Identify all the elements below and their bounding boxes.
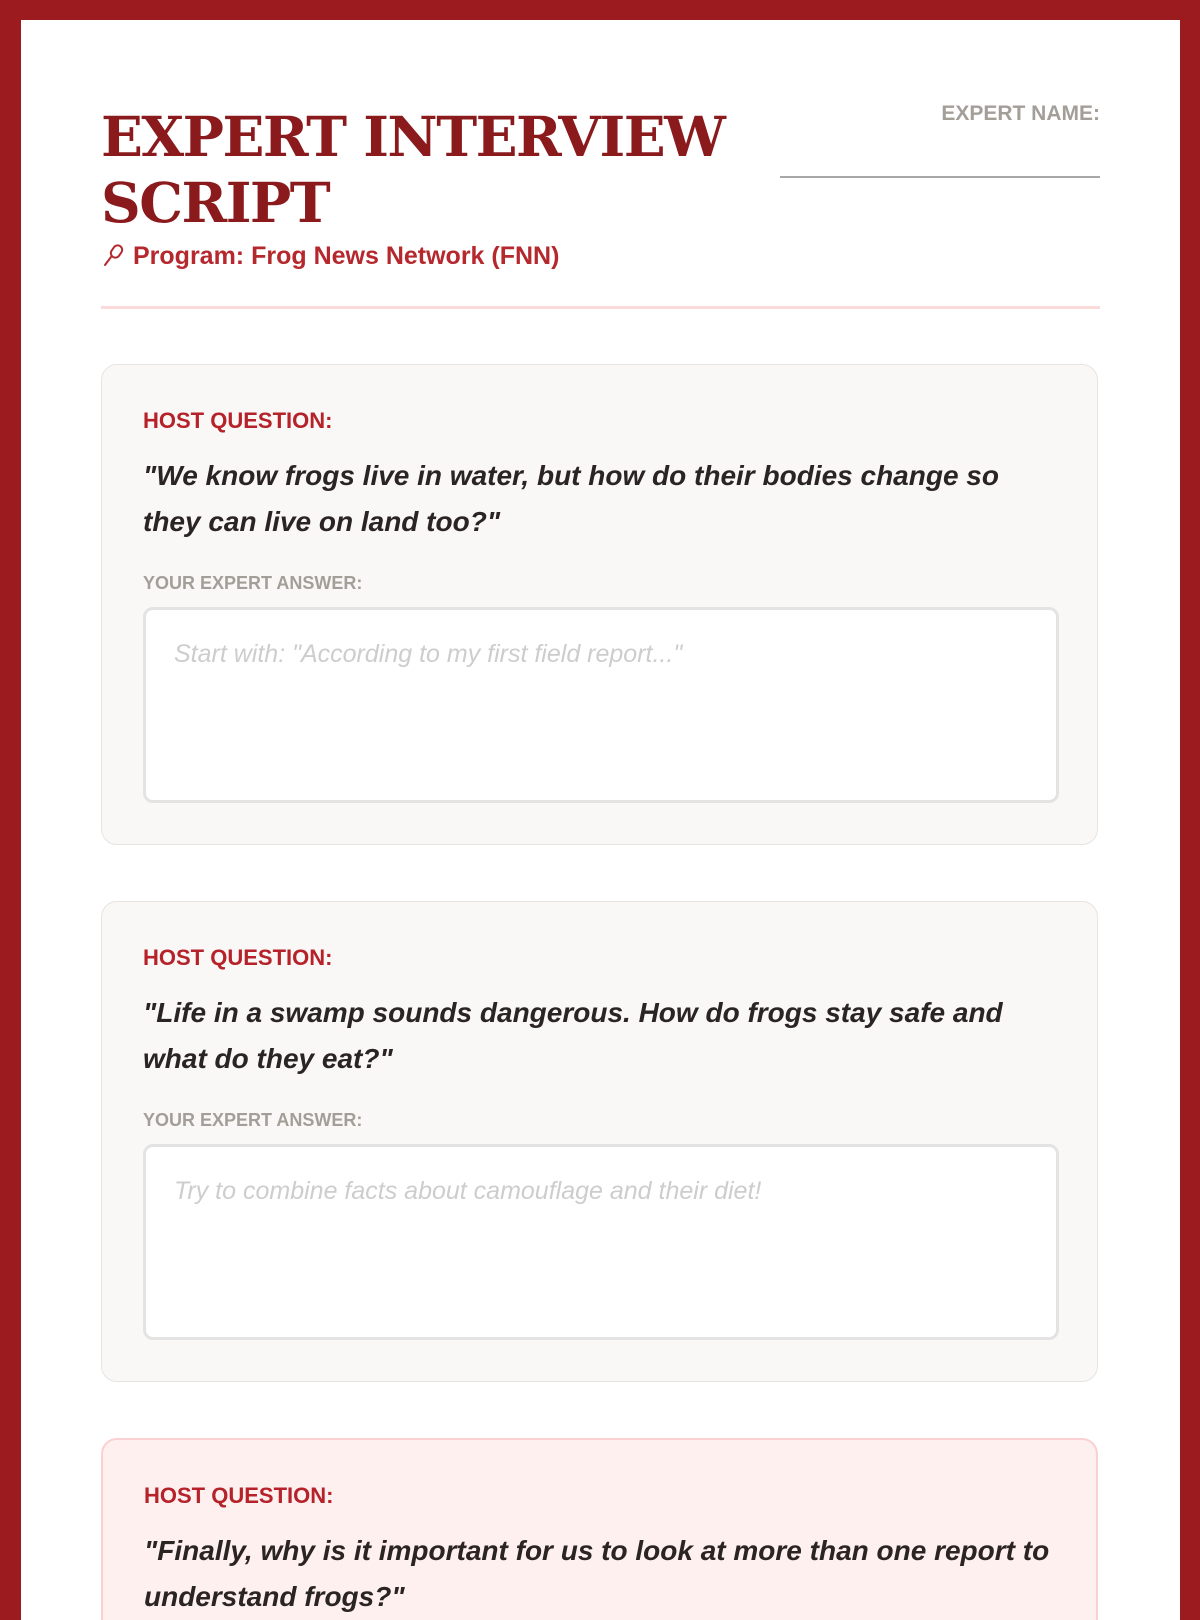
question-card-1: [101, 364, 1098, 845]
program-name: Program: Frog News Network (FNN): [133, 242, 560, 270]
host-question-text: "Life in a swamp sounds dangerous. How do frogs stay safe and what do they eat?": [143, 997, 1003, 1074]
question-card-3: [101, 1438, 1098, 1620]
expert-answer-label: YOUR EXPERT ANSWER:: [143, 1110, 363, 1130]
expert-name-label: EXPERT NAME:: [941, 102, 1100, 125]
worksheet-page: [21, 20, 1180, 1620]
host-question-label: HOST QUESTION:: [143, 408, 333, 433]
page-title: EXPERT INTERVIEW SCRIPT: [101, 104, 725, 235]
microphone-icon: [103, 243, 125, 274]
worksheet-header: [101, 20, 1100, 330]
host-question-label: HOST QUESTION:: [144, 1483, 334, 1508]
expert-answer-input[interactable]: [143, 1144, 1059, 1340]
host-question-text: "We know frogs live in water, but how do their bodies change so they can live on land too?": [143, 460, 999, 537]
header-divider: [101, 306, 1100, 309]
expert-answer-label: YOUR EXPERT ANSWER:: [143, 573, 363, 593]
expert-name-field[interactable]: [780, 176, 1100, 178]
question-card-2: [101, 901, 1098, 1382]
program-line: [103, 242, 559, 274]
host-question-text: "Finally, why is it important for us to look at more than one report to understand frogs?": [144, 1535, 1050, 1612]
expert-answer-input[interactable]: [143, 607, 1059, 803]
host-question-label: HOST QUESTION:: [143, 945, 333, 970]
